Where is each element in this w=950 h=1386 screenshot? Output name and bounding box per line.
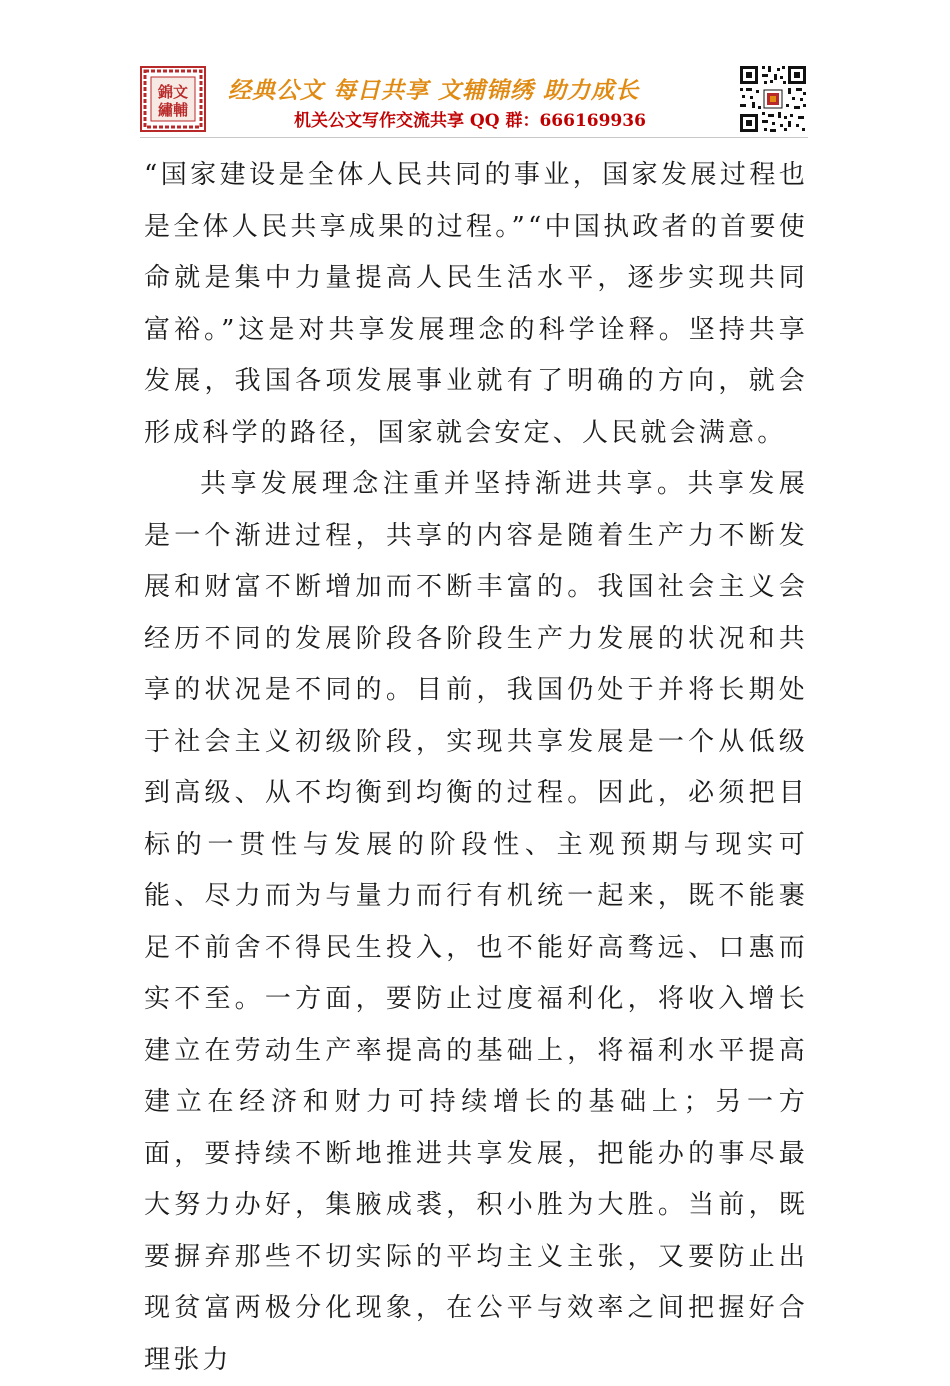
seal-logo [140,66,206,132]
document-body [144,150,808,1386]
paragraph-gradual-sharing: 共享发展理念注重并坚持渐进共享。共享发展是一个渐进过程，共享的内容是随着生产力不断发展和财富不断增加而不断丰富的。我国社会主义会经历不同的发展阶段各阶段生产力发展的状况和共享的状况是不同的。目前，我国仍处于并将长期处于社会主义初级阶段，实现共享发展是一个从低级到高级、从不均衡到均衡的过程。因此，必须把目标的一贯性与发展的阶段性、主观预期与现实可能、尽力而为与量力而行有机统一起来，既不能裹足不前舍不得民生投入，也不能好高骛远、口惠而实不至。一方面，要防止过度福利化，将收入增长建立在劳动生产率提高的基础上，将福利水平提高建立在经济和财力可持续增长的基础上；另一方面，要持续不断地推进共享发展，把能办的事尽最大努力办好，集腋成裘，积小胜为大胜。当前，既要摒弃那些不切实际的平均主义主张，又要防止出现贫富两极分化现象，在公平与效率之间把握好合理张力 [144,469,808,1375]
qr-code-icon[interactable] [738,64,808,134]
header-slogan: 经典公文 每日共享 文辅锦绣 助力成长 [228,77,640,104]
header-divider [140,137,808,138]
paragraph-shared-development-quote: “国家建设是全体人民共同的事业，国家发展过程也是全体人民共享成果的过程。”“中国执政者的首要使命就是集中力量提高人民生活水平，逐步实现共同富裕。”这是对共享发展理念的科学诠释。坚持共享发展，我国各项发展事业就有了明确的方向，就会形成科学的路径，国家就会安定、人民就会满意。 [144,160,808,448]
svg-text:繡輔: 繡輔 [157,101,189,119]
qq-group-line: 机关公文写作交流共享 QQ 群：666169936 [294,111,646,131]
svg-text:錦文: 錦文 [157,83,189,101]
page-header [140,64,808,136]
